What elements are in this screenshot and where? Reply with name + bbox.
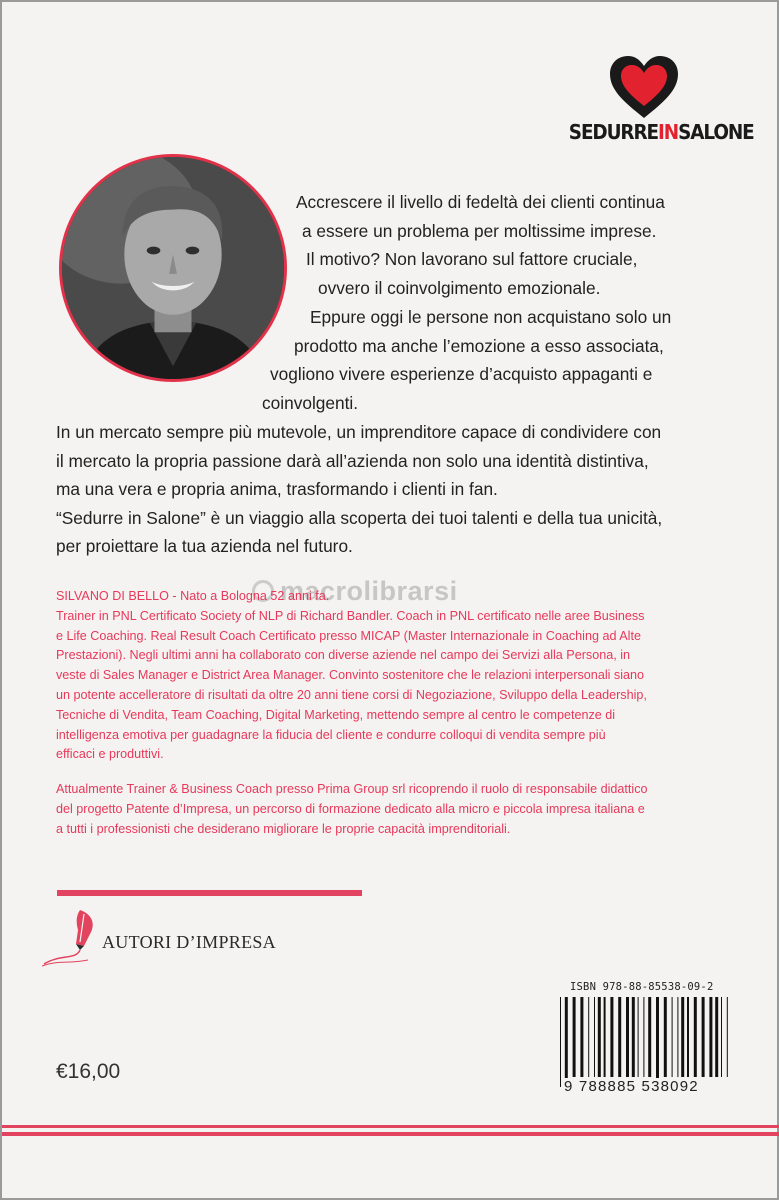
barcode-digits: 9 788885 538092 — [564, 1078, 699, 1095]
text-line: “Sedurre in Salone” è un viaggio alla scoperta dei tuoi talenti e della tua unicità, — [56, 507, 663, 528]
section-divider — [57, 890, 362, 896]
barcode-bar — [648, 997, 651, 1077]
barcode-bar — [672, 997, 673, 1077]
barcode-bar — [664, 997, 667, 1077]
intro-paragraph-3 — [56, 418, 726, 561]
bio-line: del progetto Patente d’Impresa, un percorso di formazione dedicato alla micro e piccola impresa italiana e — [56, 801, 645, 816]
bio-line: SILVANO DI BELLO - Nato a Bologna 52 anni fa. — [56, 589, 330, 603]
bio-line: Prestazioni). Negli ultimi anni ha collaborato con diverse aziende nel campo dei Servizi alla Persona, in — [56, 648, 631, 663]
text-line: prodotto ma anche l’emozione a esso associata, — [294, 335, 664, 356]
author-portrait — [59, 154, 287, 382]
text-line: coinvolgenti. — [262, 392, 359, 413]
barcode-bar — [677, 997, 678, 1077]
publisher-name: AUTORI D’IMPRESA — [102, 932, 276, 952]
text-line: In un mercato sempre più mutevole, un imprenditore capace di condividere con — [56, 422, 662, 442]
bio-line: Tecniche di Vendita, Team Coaching, Digital Marketing, mettendo sempre al centro le competenze di — [56, 707, 616, 722]
author-photo — [62, 157, 284, 379]
text-line: Accrescere il livello di fedeltà dei clienti continua — [296, 192, 665, 212]
barcode-bar — [687, 997, 689, 1077]
brand-logo — [562, 54, 754, 154]
barcode-bar — [604, 997, 606, 1077]
watermark-text: macrolibrarsi — [280, 576, 458, 606]
price: €16,00 — [56, 1060, 121, 1083]
brand-wordmark — [568, 120, 754, 144]
isbn-label: ISBN 978-88-85538-09-2 — [570, 981, 714, 993]
brand-name-part2: IN — [658, 120, 679, 144]
barcode-bar — [598, 997, 601, 1077]
text-line: vogliono vivere esperienze d’acquisto appaganti e — [270, 364, 653, 385]
brand-name-part1: SEDURRE — [568, 120, 659, 144]
text-line: ma una vera e propria anima, trasformando i clienti in fan. — [56, 479, 498, 500]
intro-paragraph-2 — [262, 303, 732, 417]
barcode-bar — [721, 997, 722, 1077]
barcode-bar — [715, 997, 718, 1077]
bio-line: un potente accelleratore di risultati da oltre 20 anni tiene corsi di Negoziazione, Sviluppo della Leadership, — [56, 687, 647, 702]
text-line: a essere un problema per moltissime imprese. — [302, 220, 657, 241]
barcode-bar — [610, 997, 613, 1077]
barcode-bar — [626, 997, 629, 1077]
text-line: il mercato la propria passione darà all’azienda non solo una identità distintiva, — [56, 450, 649, 471]
barcode-bar — [580, 997, 583, 1077]
bottom-stripes — [2, 1125, 779, 1139]
barcode-bar — [709, 997, 712, 1077]
barcode-bar — [632, 997, 635, 1077]
barcode — [558, 997, 734, 1087]
heart-icon — [608, 54, 680, 120]
barcode-bar — [573, 997, 576, 1077]
barcode-bar — [588, 997, 589, 1077]
stripe — [2, 1125, 779, 1128]
text-line: per proiettare la tua azienda nel futuro. — [56, 536, 353, 557]
bio-line: Attualmente Trainer & Business Coach presso Prima Group srl ricoprendo il ruolo di responsabile didattico — [56, 782, 648, 796]
bio-line: e Life Coaching. Real Result Coach Certificato presso MICAP (Master Internazionale in Coaching ad Alte — [56, 628, 641, 643]
barcode-bar — [702, 997, 705, 1077]
barcode-bar — [694, 997, 697, 1077]
author-bio-paragraph-2 — [56, 780, 724, 839]
text-line: ovvero il coinvolgimento emozionale. — [318, 277, 601, 298]
bio-line: veste di Sales Manager e District Area Manager. Convinto sostenitore che le relazioni interpersonali siano — [56, 668, 645, 683]
barcode-bar — [656, 997, 659, 1087]
barcode-bar — [727, 997, 728, 1077]
bio-line: intelligenza emotiva per guadagnare la fiducia del cliente e condurre colloqui di vendita sempre più — [56, 727, 606, 742]
stripe — [2, 1132, 779, 1136]
barcode-bar — [618, 997, 621, 1077]
intro-paragraph-1 — [296, 188, 724, 302]
barcode-bar — [594, 997, 595, 1077]
barcode-bar — [565, 997, 568, 1087]
barcode-bar — [638, 997, 639, 1077]
brand-name-part3: SALONE — [678, 120, 754, 144]
text-line: Il motivo? Non lavorano sul fattore cruciale, — [306, 249, 638, 270]
bio-line: a tutti i professionisti che desiderano migliorare le proprie capacità imprenditoriali. — [56, 821, 511, 836]
bio-line: efficaci e produttivi. — [56, 747, 164, 762]
author-bio-paragraph-1 — [56, 587, 724, 765]
quill-pen-icon — [40, 906, 110, 968]
barcode-bar — [560, 997, 561, 1087]
barcode-bar — [643, 997, 644, 1077]
bio-line: Trainer in PNL Certificato Society of NLP di Richard Bandler. Coach in PNL certificato nelle aree Business — [56, 608, 645, 623]
barcode-bar — [681, 997, 684, 1077]
publisher-logo — [40, 906, 300, 972]
text-line: Eppure oggi le persone non acquistano solo un — [310, 307, 672, 327]
